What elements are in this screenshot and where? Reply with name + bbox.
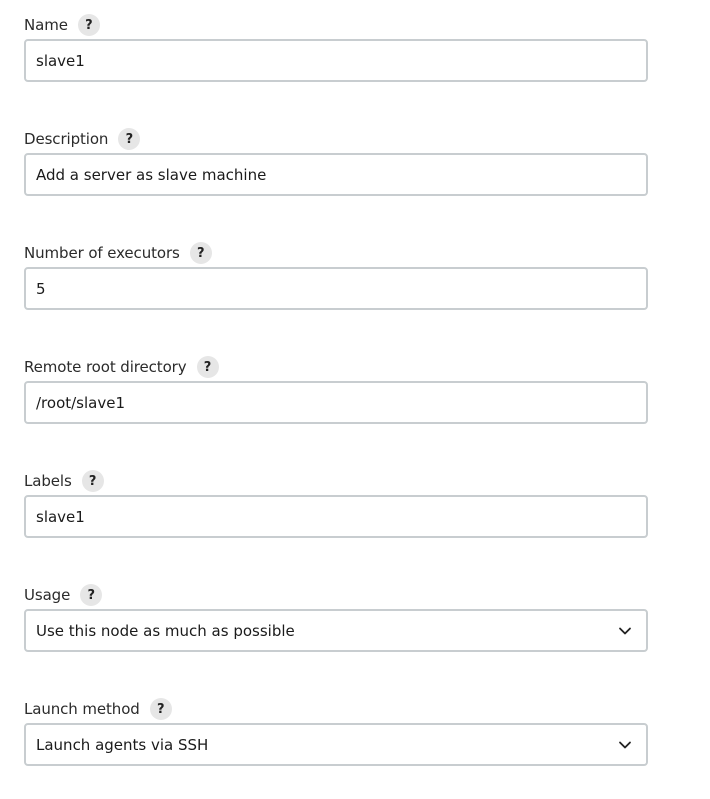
labels-field-group	[24, 470, 648, 526]
labels-help-icon[interactable]: ?	[82, 470, 104, 492]
launch-method-selected-value: Launch agents via SSH	[36, 735, 209, 754]
name-label-row	[24, 14, 648, 36]
labels-label: Labels	[24, 472, 72, 490]
name-label: Name	[24, 16, 68, 34]
labels-label-row	[24, 470, 648, 492]
remote-root-input-value: /root/slave1	[36, 393, 126, 412]
description-label: Description	[24, 130, 109, 148]
usage-field-group	[24, 584, 648, 640]
description-input-value: Add a server as slave machine	[36, 165, 267, 184]
executors-input-value: 5	[36, 279, 46, 298]
launch-method-label-row	[24, 698, 648, 720]
executors-label-row	[24, 242, 648, 264]
usage-label: Usage	[24, 586, 71, 604]
remote-root-label-row	[24, 356, 648, 378]
launch-method-select[interactable]	[24, 723, 648, 766]
launch-method-help-icon[interactable]: ?	[150, 698, 172, 720]
usage-label-row	[24, 584, 648, 606]
executors-input[interactable]	[24, 267, 648, 310]
usage-select[interactable]	[24, 609, 648, 652]
name-help-icon[interactable]: ?	[78, 14, 100, 36]
launch-method-label: Launch method	[24, 700, 140, 718]
remote-root-help-icon[interactable]: ?	[197, 356, 219, 378]
description-input[interactable]	[24, 153, 648, 196]
usage-help-icon[interactable]: ?	[80, 584, 102, 606]
executors-field-group	[24, 242, 648, 298]
executors-help-icon[interactable]: ?	[190, 242, 212, 264]
name-input-value: slave1	[36, 51, 85, 70]
labels-input[interactable]	[24, 495, 648, 538]
chevron-down-icon	[618, 738, 632, 752]
name-field-group	[24, 14, 648, 70]
description-help-icon[interactable]: ?	[118, 128, 140, 150]
remote-root-field-group	[24, 356, 648, 412]
remote-root-label: Remote root directory	[24, 358, 187, 376]
usage-selected-value: Use this node as much as possible	[36, 621, 295, 640]
labels-input-value: slave1	[36, 507, 85, 526]
name-input[interactable]	[24, 39, 648, 82]
description-label-row	[24, 128, 648, 150]
executors-label: Number of executors	[24, 244, 180, 262]
launch-method-field-group	[24, 698, 648, 754]
remote-root-input[interactable]	[24, 381, 648, 424]
description-field-group	[24, 128, 648, 184]
chevron-down-icon	[618, 624, 632, 638]
